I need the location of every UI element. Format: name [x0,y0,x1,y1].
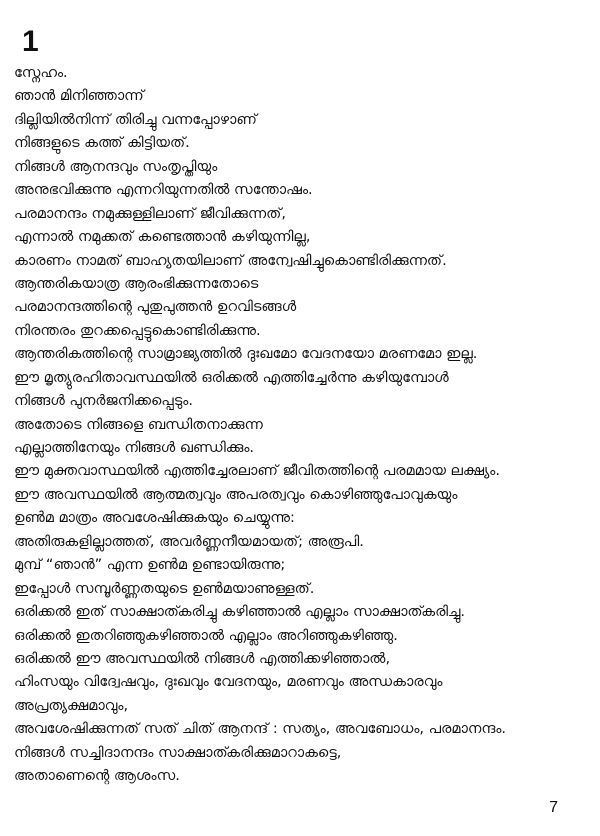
poem-line: നിങ്ങൾ ആനന്ദവും സംതൃപ്തിയും [14,158,218,175]
poem-line: നിരന്തരം തുറക്കപ്പെട്ടുകൊണ്ടിരിക്കുന്നു. [14,322,261,339]
poem-line: കാരണം നാമത് ബാഹ്യതയിലാണ് അന്വേഷിച്ചുകൊണ്ടിരിക്കുന്നത്. [14,252,447,269]
poem-line: ഇപ്പോൾ സമ്പൂർണ്ണതയുടെ ഉൺമയാണുള്ളത്. [14,580,315,597]
poem-line: അനുഭവിക്കുന്നു എന്നറിയുന്നതിൽ സന്തോഷം. [14,182,313,199]
poem-line: സ്നേഹം. [14,65,68,81]
poem-line: നിങ്ങളുടെ കത്ത് കിട്ടിയത്. [14,135,190,152]
poem-line: പരമാനന്ദം നമുക്കുള്ളിലാണ് ജീവിക്കുന്നത്, [14,205,286,222]
poem-line: അതാണെന്റെ ആശംസ. [14,768,180,785]
poem-line: ഈ മുക്തവാസ്ഥയിൽ എത്തിച്ചേരലാണ് ജീവിതത്തിന്റെ പരമമായ ലക്ഷ്യം. [14,463,500,480]
poem-line: പരമാനന്ദത്തിന്റെ പുതുപുത്തൻ ഉറവിടങ്ങൾ [14,299,297,316]
poem-line: ഒരിക്കൽ ഇത് സാക്ഷാത്കരിച്ചു കഴിഞ്ഞാൽ എല്ലാം സാക്ഷാത്കരിച്ചു. [14,604,466,621]
poem-line: ഈ മൃത്യുരഹിതാവസ്ഥയിൽ ഒരിക്കൽ എത്തിച്ചേർന്നു കഴിയുമ്പോൾ [14,369,449,386]
poem-line: നിങ്ങൾ പുനർജനിക്കപ്പെടും. [14,393,193,410]
poem-line: ഹിംസയും വിദ്വേഷവും, ദുഃഖവും വേദനയും, മരണവും അന്ധകാരവും [14,674,443,691]
poem-line: അതിരുകളില്ലാത്തത്, അവർണ്ണനീയമായത്; അരൂപി. [14,533,364,550]
poem-line: ഒരിക്കൽ ഈ അവസ്ഥയിൽ നിങ്ങൾ എത്തിക്കഴിഞ്ഞാൽ, [14,650,391,667]
poem-line: ആന്തരികയാത്ര ആരംഭിക്കുന്നതോടെ [14,275,259,292]
poem-line: ഈ അവസ്ഥയിൽ ആത്മത്വവും അപരത്വവും കൊഴിഞ്ഞുപോവുകയും [14,486,458,503]
poem-line: അവശേഷിക്കുന്നത് സത് ചിത് ആനന്ദ് : സത്യം, അവബോധം, പരമാനന്ദം. [14,721,507,738]
poem-line: നിങ്ങൾ സച്ചിദാനന്ദം സാക്ഷാത്കരിക്കുമാറാകട്ടെ, [14,744,342,761]
poem-line: ഞാൻ മിനിഞ്ഞാന്ന് [14,88,144,105]
poem-line: ഒരിക്കൽ ഇതറിഞ്ഞുകഴിഞ്ഞാൽ എല്ലാം അറിഞ്ഞുകഴിഞ്ഞു. [14,627,398,644]
poem-line: എല്ലാത്തിനേയും നിങ്ങൾ ഖണ്ഡിക്കും. [14,440,255,456]
page-number: 7 [549,799,558,816]
poem-line: ഉൺമ മാത്രം അവശേഷിക്കുകയും ചെയ്യുന്നു: [14,510,295,527]
poem-line: അപ്രത്യക്ഷമാവും, [14,697,129,714]
poem-line: എന്നാൽ നമുക്കത് കണ്ടെത്താൻ കഴിയുന്നില്ല, [14,229,311,246]
poem-line: ദില്ലിയിൽനിന്ന് തിരിച്ചു വന്നപ്പോഴാണ് [14,111,257,128]
poem-line: മുമ്പ് “ഞാൻ” എന്ന ഉൺമ ഉണ്ടായിരുന്നു; [14,557,286,574]
chapter-number: 1 [22,25,39,58]
poem-line: ആന്തരികത്തിന്റെ സാമ്രാജ്യത്തിൽ ദുഃഖമോ വേദനയോ മരണമോ ഇല്ല. [14,346,478,363]
poem-line: അതോടെ നിങ്ങളെ ബന്ധിതനാക്കുന്ന [14,416,263,433]
poem-body [14,62,592,789]
